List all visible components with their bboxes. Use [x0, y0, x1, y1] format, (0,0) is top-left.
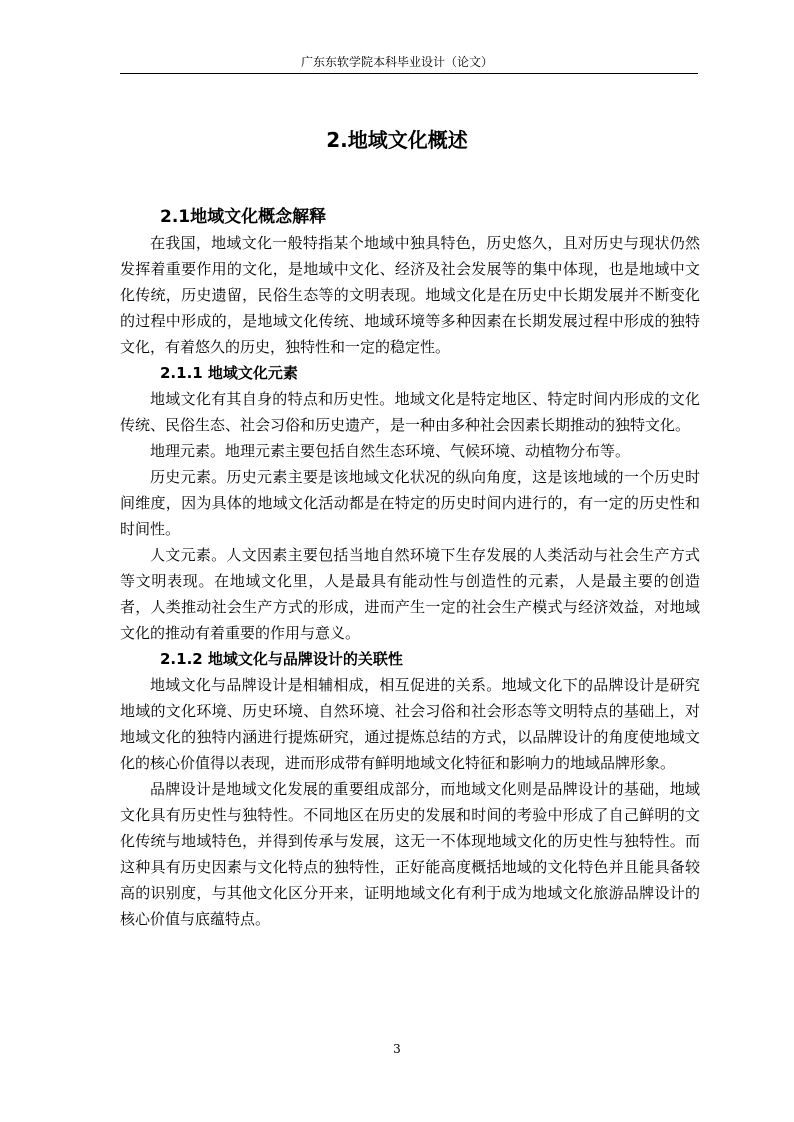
chapter-title: 2.地域文化概述 — [326, 128, 468, 152]
paragraph: 地理元素。地理元素主要包括自然生态环境、气候环境、动植物分布等。 — [150, 442, 631, 460]
subsection-heading: 2.1.2 地域文化与品牌设计的关联性 — [160, 650, 403, 668]
section-heading: 2.1地域文化概念解释 — [160, 207, 327, 227]
page-number: 3 — [393, 1042, 401, 1056]
paragraph: 历史元素。历史元素主要是该地域文化状况的纵向角度，这是该地域的一个历史时间维度，因为具体的地域文化活动都是在特定的历史时间内进行的，有一定的历史性和时间性。 — [120, 468, 700, 538]
page-body — [120, 204, 700, 932]
paragraph: 品牌设计是地域文化发展的重要组成部分，而地域文化则是品牌设计的基础，地域文化具有历史性与独特性。不同地区在历史的发展和时间的考验中形成了自己鲜明的文化传统与地域特色，并得到传承与发展，这无一不体现地域文化的历史性与独特性。而这种具有历史因素与文化特点的独特性，正好能高度概括地域的文化特色并且能具备较高的识别度，与其他文化区分开来，证明地域文化有利于成为地域文化旅游品牌设计的核心价值与底蕴特点。 — [120, 780, 700, 928]
paragraph: 人文元素。人文因素主要包括当地自然环境下生存发展的人类活动与社会生产方式等文明表现。在地域文化里，人是最具有能动性与创造性的元素，人是最主要的创造者，人类推动社会生产方式的形成，进而产生一定的社会生产模式与经济效益，对地域文化的推动有着重要的作用与意义。 — [120, 546, 700, 642]
page-header: 广东东软学院本科毕业设计（论文） — [300, 55, 493, 69]
paragraph: 地域文化有其自身的特点和历史性。地域文化是特定地区、特定时间内形成的文化传统、民俗生态、社会习俗和历史遗产，是一种由多种社会因素长期推动的独特文化。 — [120, 390, 700, 434]
header-rule — [120, 73, 698, 74]
paragraph: 在我国，地域文化一般特指某个地域中独具特色，历史悠久，且对历史与现状仍然发挥着重要作用的文化，是地域中文化、经济及社会发展等的集中体现，也是地域中文化传统，历史遗留，民俗生态等的文明表现。地域文化是在历史中长期发展并不断变化的过程中形成的，是地域文化传统、地域环境等多种因素在长期发展过程中形成的独特文化，有着悠久的历史，独特性和一定的稳定性。 — [120, 234, 700, 356]
paragraph: 地域文化与品牌设计是相辅相成，相互促进的关系。地域文化下的品牌设计是研究地域的文化环境、历史环境、自然环境、社会习俗和社会形态等文明特点的基础上，对地域文化的独特内涵进行提炼研究，通过提炼总结的方式，以品牌设计的角度使地域文化的核心价值得以表现，进而形成带有鲜明地域文化特征和影响力的地域品牌形象。 — [120, 676, 700, 772]
subsection-heading: 2.1.1 地域文化元素 — [160, 364, 298, 382]
